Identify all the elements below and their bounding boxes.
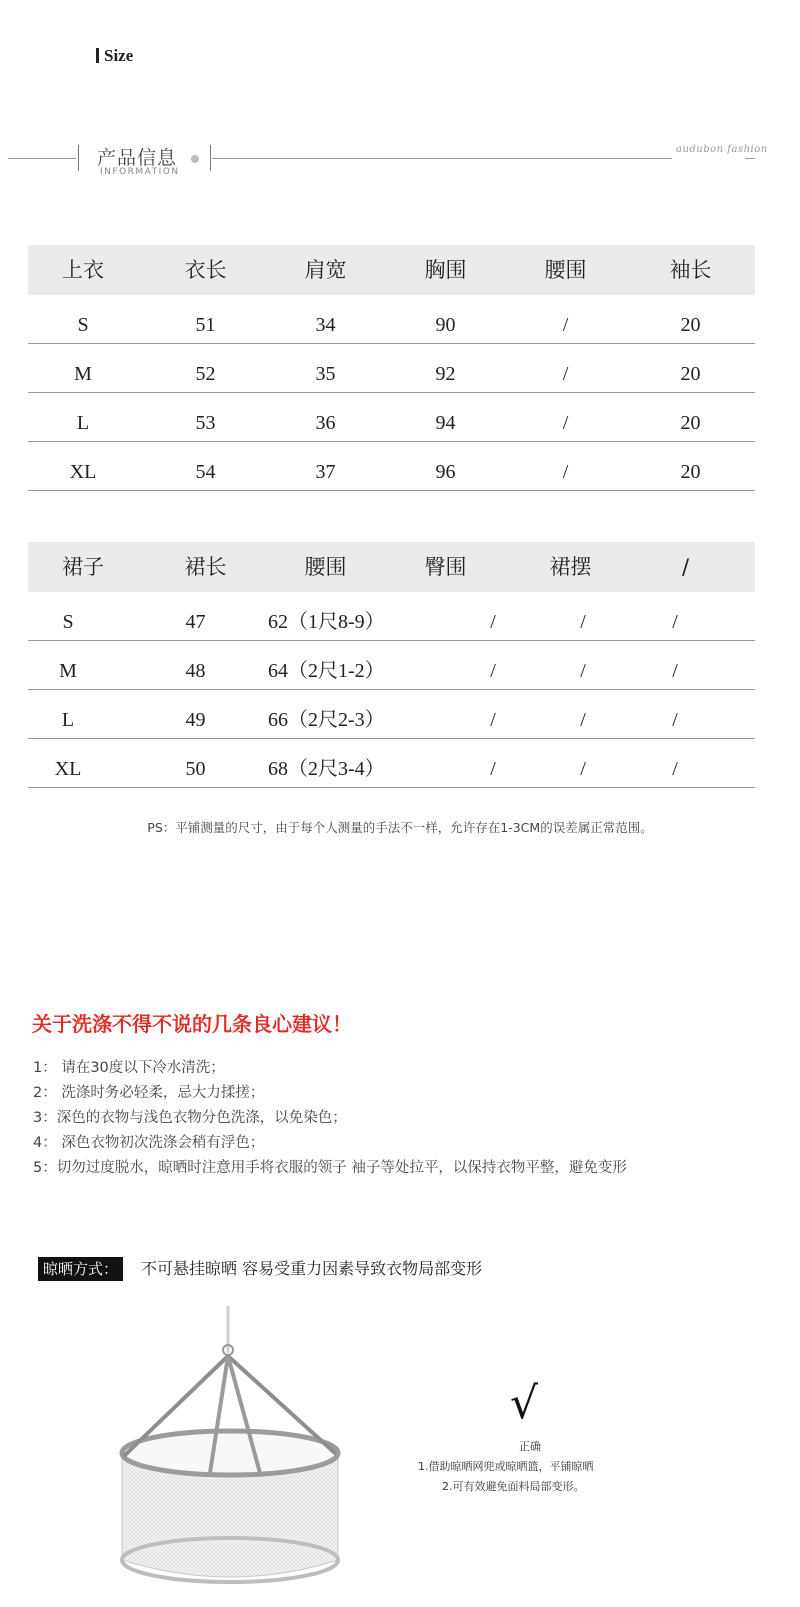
table-cell: 62（1尺8-9） xyxy=(268,611,385,633)
product-info-title: 产品信息 xyxy=(97,147,178,169)
skirt-header-cell: 臀围 xyxy=(424,555,467,579)
table-cell: 20 xyxy=(680,314,701,336)
table-cell: 20 xyxy=(680,461,701,483)
table-row xyxy=(28,295,755,344)
skirt-header-cell: 裙摆 xyxy=(549,555,592,579)
drying-tip-1: 1.借助晾晒网兜或晾晒篮，平铺晾晒 xyxy=(418,1460,594,1473)
table-row xyxy=(28,739,755,788)
table-cell: M xyxy=(59,660,77,682)
skirt-header-cell: / xyxy=(681,555,690,579)
table-row xyxy=(28,393,755,442)
basket-top-rim xyxy=(122,1431,338,1475)
table-cell: / xyxy=(490,758,496,780)
table-cell: 51 xyxy=(195,314,216,336)
top-header-cell: 腰围 xyxy=(544,258,587,282)
table-cell: 66（2尺2-3） xyxy=(268,709,385,731)
checkmark-icon: √ xyxy=(510,1378,539,1429)
table-row xyxy=(28,442,755,491)
top-header-cell: 上衣 xyxy=(62,258,104,282)
table-cell: 90 xyxy=(435,314,456,336)
drying-method-label: 晾晒方式： xyxy=(38,1257,123,1281)
table-cell: / xyxy=(672,709,678,731)
table-cell: S xyxy=(77,314,89,336)
top-header-cell: 衣长 xyxy=(184,258,227,282)
table-cell: 92 xyxy=(435,363,456,385)
list-item: 5：切勿过度脱水，晾晒时注意用手将衣服的领子 袖子等处拉平，以保持衣物平整，避免变形 xyxy=(33,1160,627,1176)
table-cell: 49 xyxy=(185,709,206,731)
table-cell: / xyxy=(580,611,586,633)
measurement-note: PS：平铺测量的尺寸，由于每个人测量的手法不一样，允许存在1-3CM的误差属正常范围。 xyxy=(147,820,653,835)
table-cell: / xyxy=(490,611,496,633)
banner-line-left xyxy=(8,158,76,159)
table-cell: 20 xyxy=(680,363,701,385)
top-size-table xyxy=(28,245,755,495)
table-cell: 48 xyxy=(185,660,206,682)
top-header-cell: 胸围 xyxy=(424,258,467,282)
table-cell: 37 xyxy=(315,461,336,483)
correct-label: 正确 xyxy=(519,1440,541,1453)
brand-script: audubon fashion xyxy=(676,144,768,155)
table-cell: 54 xyxy=(195,461,216,483)
skirt-header-cell: 腰围 xyxy=(304,555,347,579)
table-row xyxy=(28,641,755,690)
table-row xyxy=(28,592,755,641)
skirt-size-table xyxy=(28,542,755,792)
washing-advice-list xyxy=(33,1056,627,1181)
banner-dot xyxy=(191,155,199,163)
table-cell: / xyxy=(490,660,496,682)
table-row xyxy=(28,344,755,393)
table-cell: / xyxy=(672,611,678,633)
list-item: 1： 请在30度以下冷水清洗； xyxy=(33,1060,225,1076)
table-cell: 94 xyxy=(435,412,456,434)
table-cell: / xyxy=(562,363,569,385)
table-cell: 34 xyxy=(315,314,336,336)
table-cell: / xyxy=(580,660,586,682)
drying-method-text: 不可悬挂晾晒 容易受重力因素导致衣物局部变形 xyxy=(141,1259,483,1278)
table-cell: 53 xyxy=(195,412,216,434)
banner-line-right xyxy=(745,158,755,159)
table-cell: L xyxy=(76,412,90,434)
skirt-header-cell: 裙长 xyxy=(184,555,227,579)
list-item: 3：深色的衣物与浅色衣物分色洗涤，以免染色； xyxy=(33,1110,347,1126)
table-cell: 96 xyxy=(435,461,456,483)
top-header-cell: 袖长 xyxy=(669,258,712,282)
table-cell: L xyxy=(61,709,75,731)
table-cell: / xyxy=(562,412,569,434)
banner-tick-right xyxy=(210,145,211,171)
banner-tick-left xyxy=(78,145,79,171)
table-cell: S xyxy=(62,611,74,633)
top-table-header xyxy=(28,245,755,295)
table-cell: 36 xyxy=(315,412,336,434)
drying-rack-illustration xyxy=(110,1298,350,1598)
table-cell: 64（2尺1-2） xyxy=(268,660,385,682)
drying-tip-2: 2.可有效避免面料局部变形。 xyxy=(442,1480,585,1493)
list-item: 4： 深色衣物初次洗涤会稍有浮色； xyxy=(33,1135,265,1151)
table-cell: M xyxy=(74,363,92,385)
table-cell: 20 xyxy=(680,412,701,434)
list-item: 2： 洗涤时务必轻柔，忌大力揉搓； xyxy=(33,1085,265,1101)
top-header-cell: 肩宽 xyxy=(304,258,347,282)
product-info-subtitle: INFORMATION xyxy=(100,167,180,177)
skirt-header-cell: 裙子 xyxy=(62,555,104,579)
table-cell: / xyxy=(562,461,569,483)
table-cell: / xyxy=(490,709,496,731)
table-cell: / xyxy=(562,314,569,336)
table-cell: 50 xyxy=(185,758,206,780)
table-cell: 52 xyxy=(195,363,216,385)
table-cell: XL xyxy=(69,461,97,483)
banner-line-middle xyxy=(212,158,672,159)
table-cell: 68（2尺3-4） xyxy=(268,758,385,780)
title-bar-decoration xyxy=(96,48,99,63)
size-label: Size xyxy=(104,46,134,65)
skirt-table-header xyxy=(28,542,755,592)
table-cell: / xyxy=(580,758,586,780)
table-cell: XL xyxy=(54,758,82,780)
table-row xyxy=(28,690,755,739)
size-section-title xyxy=(96,46,133,66)
table-cell: / xyxy=(580,709,586,731)
washing-advice-title: 关于洗涤不得不说的几条良心建议！ xyxy=(32,1012,352,1036)
table-cell: / xyxy=(672,758,678,780)
table-cell: 35 xyxy=(315,363,336,385)
table-cell: / xyxy=(672,660,678,682)
table-cell: 47 xyxy=(185,611,206,633)
